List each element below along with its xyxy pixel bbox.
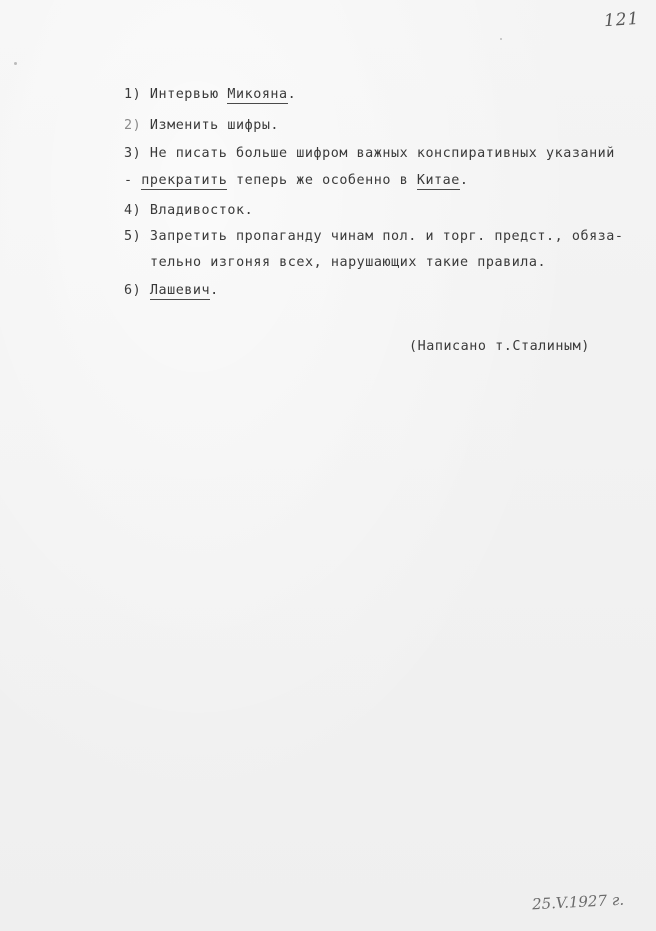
scan-speck bbox=[14, 62, 17, 65]
item-number: 4) bbox=[124, 203, 142, 218]
item-text: Интервью bbox=[149, 87, 228, 102]
item-text: Изменить шифры. bbox=[149, 118, 280, 133]
item-number: 2) bbox=[124, 118, 142, 133]
item-text: . bbox=[459, 173, 469, 188]
item-text: Запретить пропаганду чинам пол. и торг. предст., обяза- bbox=[149, 229, 624, 244]
handwritten-date: 25.V.1927 г. bbox=[531, 890, 625, 914]
item-number: 1) bbox=[124, 87, 142, 102]
archive-page-number: 121 bbox=[603, 8, 641, 32]
item-text: Не писать больше шифром важных конспиративных указаний bbox=[149, 146, 615, 161]
authorship-note: (Написано т.Сталиным) bbox=[409, 339, 590, 354]
item-number: 3) bbox=[124, 146, 142, 161]
underlined-word: Китае bbox=[416, 173, 460, 188]
item-number: 6) bbox=[124, 283, 142, 298]
item-6 bbox=[124, 283, 219, 299]
item-4 bbox=[124, 203, 253, 219]
item-3-continuation bbox=[124, 173, 469, 189]
item-number: 5) bbox=[124, 229, 142, 244]
item-text: теперь же особенно в bbox=[227, 173, 417, 188]
dash-mark: - bbox=[124, 173, 142, 188]
underlined-name: Микояна bbox=[227, 87, 288, 102]
item-text: Владивосток. bbox=[149, 203, 254, 218]
scan-speck bbox=[500, 38, 502, 40]
item-5 bbox=[124, 229, 624, 245]
item-text: тельно изгоняя всех, нарушающих такие правила. bbox=[150, 255, 547, 270]
underlined-word: прекратить bbox=[141, 173, 228, 188]
item-1 bbox=[124, 87, 296, 103]
item-5-continuation bbox=[150, 255, 546, 271]
underlined-name: Лашевич bbox=[149, 283, 211, 298]
item-text: . bbox=[287, 87, 297, 102]
item-text: . bbox=[210, 283, 219, 298]
item-2 bbox=[124, 118, 279, 134]
item-3 bbox=[124, 146, 615, 162]
